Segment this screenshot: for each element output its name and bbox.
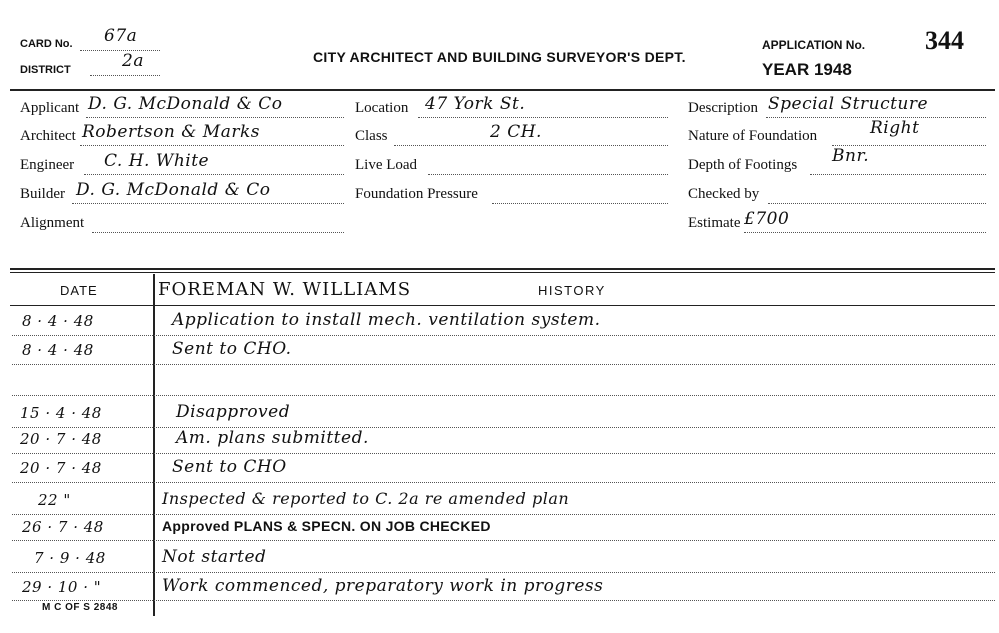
history-row-date: 20 · 7 · 48 bbox=[20, 459, 102, 477]
application-number-value: 344 bbox=[925, 26, 964, 55]
location-line bbox=[418, 117, 668, 118]
history-row-line bbox=[12, 572, 995, 573]
card-number-value: 67a bbox=[104, 26, 138, 46]
district-label: DISTRICT bbox=[20, 64, 71, 76]
applicant-line bbox=[86, 117, 344, 118]
form-code: M C OF S 2848 bbox=[42, 602, 118, 613]
history-row-entry: Am. plans submitted. bbox=[176, 428, 369, 448]
class-line bbox=[394, 145, 668, 146]
history-row-entry: Application to install mech. ventilation system. bbox=[172, 310, 601, 330]
history-column-header: HISTORY bbox=[538, 283, 606, 298]
location-value: 47 York St. bbox=[425, 94, 526, 114]
history-row-entry: Work commenced, preparatory work in progress bbox=[162, 576, 604, 596]
history-row-line bbox=[12, 453, 995, 454]
depth-of-footings-line bbox=[810, 174, 986, 175]
history-row-line bbox=[12, 482, 995, 483]
application-number-label: APPLICATION No. bbox=[762, 38, 866, 52]
architect-line bbox=[80, 145, 344, 146]
applicant-value: D. G. McDonald & Co bbox=[88, 94, 283, 114]
card-number-label: CARD No. bbox=[20, 38, 73, 50]
engineer-value: C. H. White bbox=[104, 151, 210, 171]
district-value: 2a bbox=[122, 51, 144, 71]
builder-line bbox=[72, 203, 344, 204]
builder-label: Builder bbox=[20, 186, 65, 202]
date-column-divider bbox=[153, 274, 155, 616]
checked-by-line bbox=[768, 203, 986, 204]
history-row-entry: Disapproved bbox=[176, 402, 291, 422]
history-row-date: 29 · 10 · " bbox=[22, 578, 102, 596]
history-row-date: 26 · 7 · 48 bbox=[22, 518, 104, 536]
history-row-line bbox=[12, 427, 995, 428]
engineer-line bbox=[84, 174, 344, 175]
foreman-name: FOREMAN W. WILLIAMS bbox=[158, 279, 412, 300]
estimate-label: Estimate bbox=[688, 215, 741, 231]
live-load-line bbox=[428, 174, 668, 175]
history-row-date: 7 · 9 · 48 bbox=[34, 549, 106, 567]
location-label: Location bbox=[355, 100, 409, 116]
history-row-entry: Approved PLANS & SPECN. ON JOB CHECKED bbox=[162, 518, 491, 534]
history-row-entry: Sent to CHO bbox=[172, 457, 287, 477]
history-row-line bbox=[12, 335, 995, 336]
architect-label: Architect bbox=[20, 128, 76, 144]
history-row-date: 22 " bbox=[38, 491, 71, 509]
history-row-date: 15 · 4 · 48 bbox=[20, 404, 102, 422]
description-value: Special Structure bbox=[768, 94, 929, 114]
history-row-date: 8 · 4 · 48 bbox=[22, 312, 94, 330]
foundation-pressure-line bbox=[492, 203, 668, 204]
foundation-pressure-label: Foundation Pressure bbox=[355, 186, 478, 202]
live-load-label: Live Load bbox=[355, 157, 418, 173]
history-row-line bbox=[12, 514, 995, 515]
depth-of-footings-value: Bnr. bbox=[832, 146, 870, 166]
depth-of-footings-label: Depth of Footings bbox=[688, 157, 798, 173]
history-row-line bbox=[12, 600, 995, 601]
history-top-rule-inner bbox=[10, 272, 995, 273]
history-row-entry: Not started bbox=[162, 547, 267, 567]
history-row-date: 8 · 4 · 48 bbox=[22, 341, 94, 359]
builder-value: D. G. McDonald & Co bbox=[76, 180, 271, 200]
nature-of-foundation-label: Nature of Foundation bbox=[688, 128, 818, 144]
history-top-rule bbox=[10, 268, 995, 270]
applicant-label: Applicant bbox=[20, 100, 80, 116]
estimate-value: £700 bbox=[744, 209, 790, 229]
year-label: YEAR 1948 bbox=[762, 60, 852, 79]
alignment-label: Alignment bbox=[20, 215, 85, 231]
header-divider bbox=[10, 89, 995, 91]
history-row-entry: Inspected & reported to C. 2a re amended plan bbox=[162, 489, 570, 508]
engineer-label: Engineer bbox=[20, 157, 75, 173]
alignment-line bbox=[92, 232, 344, 233]
class-label: Class bbox=[355, 128, 388, 144]
class-value: 2 CH. bbox=[490, 122, 542, 142]
description-label: Description bbox=[688, 100, 758, 116]
history-row-date: 20 · 7 · 48 bbox=[20, 430, 102, 448]
district-line bbox=[90, 75, 160, 76]
date-column-header: DATE bbox=[60, 283, 98, 298]
card-number-line bbox=[80, 50, 160, 51]
nature-of-foundation-value: Right bbox=[870, 118, 920, 138]
checked-by-label: Checked by bbox=[688, 186, 760, 202]
history-row-line bbox=[12, 364, 995, 365]
history-row-entry: Sent to CHO. bbox=[172, 339, 292, 359]
architect-value: Robertson & Marks bbox=[82, 122, 260, 142]
estimate-line bbox=[744, 232, 986, 233]
history-row-line bbox=[12, 540, 995, 541]
department-title: CITY ARCHITECT AND BUILDING SURVEYOR'S DEPT. bbox=[313, 49, 686, 65]
history-header-rule bbox=[10, 305, 995, 306]
history-row-line bbox=[12, 395, 995, 396]
